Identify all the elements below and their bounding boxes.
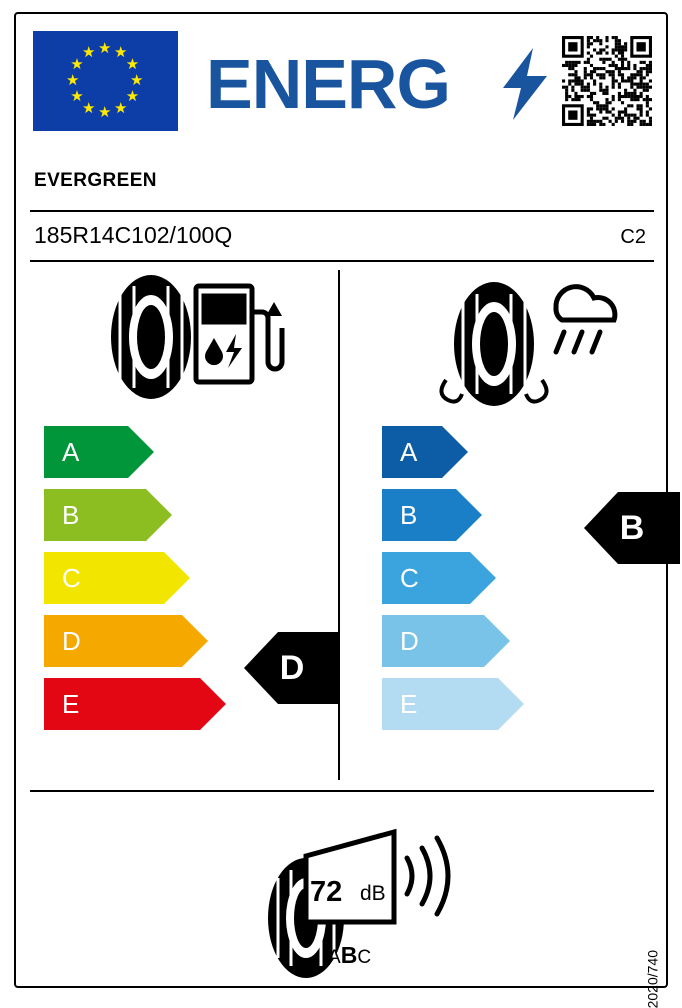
noise-class-selected: B	[340, 942, 358, 968]
noise-value: 72	[310, 876, 343, 908]
grade-letter: C	[400, 563, 419, 593]
eu-star: ★	[98, 40, 112, 57]
date-code: 2020/740	[644, 950, 660, 1008]
grade-row	[382, 426, 532, 478]
fuel-efficiency-scale	[44, 426, 234, 741]
noise-class-scale	[328, 942, 371, 969]
grade-row	[44, 615, 234, 667]
grade-letter: E	[400, 689, 418, 719]
eu-star: ★	[98, 104, 112, 121]
eu-star: ★	[70, 88, 84, 105]
grade-row	[44, 678, 234, 730]
tyre-class: C2	[620, 226, 646, 248]
divider-3	[30, 790, 654, 792]
wet-tyre-icon	[441, 282, 546, 406]
rain-cloud-icon	[556, 287, 615, 352]
eu-star: ★	[125, 88, 140, 105]
qr-code-icon	[562, 36, 652, 126]
grade-row	[44, 426, 234, 478]
lightning-bolt-icon	[503, 48, 547, 120]
divider-2	[30, 260, 654, 262]
grade-letter: A	[62, 437, 80, 467]
noise-unit: dB	[360, 882, 386, 905]
grade-letter: A	[400, 437, 418, 467]
fuel-efficiency-rating-value: D	[279, 649, 305, 687]
grade-arrow	[382, 489, 482, 541]
tyre-size: 185R14C102/100Q	[34, 222, 233, 248]
grade-arrow	[382, 426, 468, 478]
eu-star: ★	[125, 56, 140, 73]
grade-row	[382, 678, 532, 730]
grade-row	[382, 489, 532, 541]
noise-class-c: C	[357, 947, 372, 968]
wet-grip-rating-marker	[584, 492, 680, 564]
eu-star: ★	[82, 99, 96, 117]
eu-flag-icon	[33, 31, 178, 131]
fuel-efficiency-pictogram	[96, 272, 286, 402]
tyre-icon	[111, 275, 191, 399]
brand-name: EVERGREEN	[34, 170, 157, 191]
divider-1	[30, 210, 654, 212]
eu-star: ★	[66, 72, 80, 89]
grade-letter: D	[62, 626, 81, 656]
grade-letter: B	[400, 500, 418, 530]
eu-star: ★	[114, 44, 128, 62]
grade-row	[44, 552, 234, 604]
grade-row	[382, 615, 532, 667]
grade-letter: C	[62, 563, 81, 593]
grade-row	[382, 552, 532, 604]
label-header	[16, 14, 666, 146]
page-title: ENERG	[206, 45, 450, 123]
eu-star: ★	[130, 72, 144, 89]
wet-grip-scale	[382, 426, 532, 741]
eu-star: ★	[70, 56, 84, 73]
energy-label	[14, 12, 668, 1008]
eu-star: ★	[114, 99, 128, 117]
eu-star: ★	[82, 44, 96, 62]
grade-row	[44, 489, 234, 541]
wet-grip-rating-value: B	[619, 509, 645, 547]
fuel-pump-icon	[196, 286, 282, 382]
fuel-efficiency-rating-marker	[244, 632, 340, 704]
grade-arrow	[44, 426, 154, 478]
wet-grip-pictogram	[424, 272, 624, 412]
grade-letter: E	[62, 689, 80, 719]
noise-class-a: A	[328, 947, 341, 968]
grade-letter: D	[400, 626, 419, 656]
grade-letter: B	[62, 500, 80, 530]
